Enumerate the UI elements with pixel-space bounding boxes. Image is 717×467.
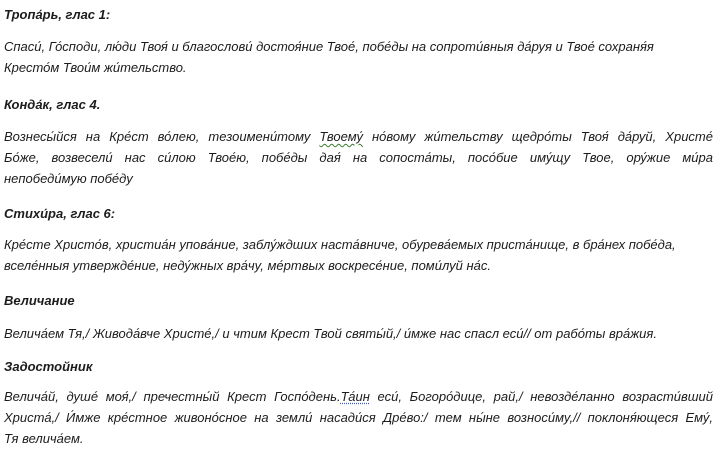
troparion-line-1: Спаси́, Го́споди, лю́ди Твоя́ и благослови́ достоя́ние Твое́, побе́ды на сопроти́вныя да́руя и Твое́ сохраня́я	[4, 39, 654, 54]
zadostoinik-heading: Задостойник	[4, 359, 93, 374]
spellcheck-flagged-word: Твоему́	[319, 129, 363, 144]
sticheron-heading: Стихи́ра, глас 6:	[4, 206, 116, 221]
kontakion-line-3: непобеди́мую побе́ду	[4, 171, 133, 186]
zadostoinik-line-1	[4, 386, 713, 407]
kontakion-heading: Конда́к, глас 4.	[4, 97, 101, 112]
zadostoinik-line-1-end: еси́, Богоро́дице, рай,/ невозде́ланно возрасти́вший	[377, 389, 714, 404]
kontakion-line-1-start: Вознесы́йся на Кре́ст во́лею, тезоимени́тому	[4, 129, 311, 144]
sticheron-text	[4, 234, 676, 276]
zadostoinik-line-1-start: Велича́й, душе́ моя́,/ пречестны́й Крест Госпо́день.	[4, 389, 341, 404]
sticheron-line-2: вселе́нныя утвержде́ние, неду́жных вра́чу, ме́ртвых воскресе́ние, поми́луй на́с.	[4, 258, 491, 273]
kontakion-line-1	[4, 126, 713, 147]
grammar-flagged-word: Та́ин	[340, 389, 370, 404]
zadostoinik-text	[4, 386, 713, 449]
magnification-heading: Величание	[4, 293, 75, 308]
zadostoinik-line-2: Христа́,/ И́мже кре́стное живоно́сное на земли́ насади́ся Дре́во:/ тем ны́не возноси́му,// поклоня́ющеся Ему́,	[4, 410, 713, 425]
kontakion-line-2: Бо́же, возвесели́ нас си́лою Твое́ю, побе́ды дая́ на сопоста́ты, посо́бие иму́щу Твое, ору́жие ми́ра	[4, 150, 713, 165]
troparion-text	[4, 36, 654, 78]
magnification-line-1: Велича́ем Тя,/ Живода́вче Христе́,/ и чтим Крест Твой святы́й,/ и́мже нас спасл еси́// от рабо́ты вра́жия.	[4, 326, 657, 341]
zadostoinik-line-3: Тя велича́ем.	[4, 431, 84, 446]
sticheron-line-1: Кре́сте Христо́в, христиа́н упова́ние, заблу́ждших наста́вниче, обурева́емых приста́нище, в бра́нех побе́да,	[4, 237, 676, 252]
kontakion-text	[4, 126, 713, 189]
magnification-text	[4, 323, 657, 344]
troparion-line-2: Кресто́м Твои́м жи́тельство.	[4, 60, 187, 75]
kontakion-line-1-end: но́вому жи́тельству щедро́ты Твоя́ да́руй, Христе́	[372, 129, 713, 144]
troparion-heading: Тропа́рь, глас 1:	[4, 7, 111, 22]
